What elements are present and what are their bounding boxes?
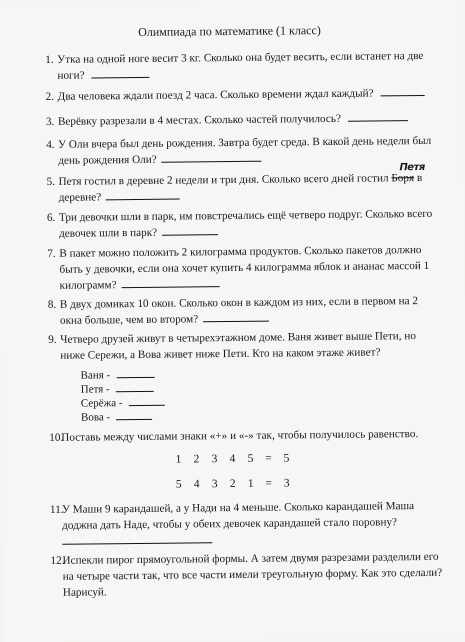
answer-row-vova: Вова - — [81, 409, 165, 424]
question-1 — [45, 48, 439, 84]
question-number: 6. — [46, 211, 56, 224]
question-number: 7. — [47, 247, 56, 260]
question-number: 3. — [45, 115, 55, 128]
answer-blank[interactable] — [116, 409, 152, 420]
question-text: В двух домиках 10 окон. Сколько окон в каждом из них, если в первом на 2 окна больше, чем во втором? — [59, 295, 419, 327]
question-text: Два человека ждали поезд 2 часа. Сколько времени ждал каждый? — [57, 87, 374, 103]
question-text-end: в деревне? — [58, 172, 423, 204]
question-9 — [48, 328, 442, 364]
page-title: Олимпиада по математике (1 класс) — [138, 23, 321, 39]
answer-blank[interactable] — [116, 367, 154, 378]
question-4 — [46, 133, 440, 169]
answer-blank[interactable] — [161, 151, 261, 163]
answer-blank[interactable] — [128, 395, 164, 406]
question-8 — [47, 293, 442, 329]
answer-blank[interactable] — [121, 276, 219, 288]
question-text: Три девочки шли в парк, им повстречались ещё четверо подруг. Сколько всего девочек шли в парк? — [58, 207, 433, 240]
question-12 — [50, 549, 444, 601]
answer-row-vanya: Ваня - — [80, 367, 164, 382]
question-text: Испекли пирог прямоугольной формы. А затем двумя разрезами разделили его на четыре части так, что все части имели треугольную форму. Как это сделали? Нарисуй. — [62, 550, 443, 599]
question-number: 10. — [49, 431, 64, 444]
question-number: 8. — [47, 298, 57, 311]
question-text: У Маши 9 карандашей, а у Нади на 4 меньше. Сколько карандашей Маша доджна дать Наде, чтобы у обеих девочек карандашей стало поровну? — [61, 500, 415, 532]
answer-blank[interactable] — [348, 110, 408, 122]
question-number: 9. — [48, 333, 57, 346]
answer-row-petya: Петя - — [81, 381, 165, 396]
equation-2: 5 4 3 2 1 = 3 — [175, 477, 290, 491]
question-number: 12. — [50, 554, 65, 567]
question-3 — [45, 110, 440, 130]
question-number: 11. — [49, 503, 64, 516]
question-number: 2. — [45, 90, 55, 103]
question-text: Четверо друзей живут в четырехэтажном доме. Ваня живет выше Пети, но ниже Сережи, а Вова живет ниже Пети. Кто на каком этаже живет? — [60, 330, 416, 362]
struck-name: Боря — [391, 172, 415, 185]
question-text: В пакет можно положить 2 килограмма продуктов. Сколько пакетов должно быть у девочки, если она хочет купить 4 килограмма яблок и ананас массой 1 килограмм? — [59, 244, 430, 292]
answer-blank[interactable] — [162, 224, 218, 236]
question-5 — [46, 170, 440, 206]
answer-blank[interactable] — [62, 532, 212, 545]
question-text: Верёвку разрезали в 4 местах. Сколько частей получилось? — [57, 112, 341, 128]
question-10 — [49, 426, 443, 446]
question-text: У Оли вчера был день рождения. Завтра будет среда. В какой день недели был день рождения Оли? — [58, 134, 432, 167]
answer-blank[interactable] — [380, 85, 424, 96]
answer-blank[interactable] — [106, 189, 180, 201]
question-number: 5. — [46, 175, 55, 188]
answer-blank[interactable] — [203, 311, 269, 323]
answer-blank[interactable] — [91, 67, 149, 79]
answer-blank[interactable] — [116, 381, 154, 392]
handwritten-correction: Петя — [399, 161, 425, 174]
question-text: Утка на одной ноге весит 3 кг. Сколько она будет весить, если встанет на две ноги? — [57, 49, 424, 82]
equation-1: 1 2 3 4 5 = 5 — [175, 452, 290, 466]
answer-row-seryozha: Серёжа - — [81, 395, 165, 410]
question-11 — [49, 498, 444, 550]
question-7 — [47, 242, 441, 294]
question-text: Петя гостил в деревне 2 недели и три дня. Сколько всего дней гостил — [58, 172, 389, 188]
question-number: 1. — [45, 53, 54, 66]
question-2 — [45, 85, 440, 105]
question-text: Поставь между числами знаки «+» и «-» так, чтобы получилось равенство. — [61, 428, 419, 444]
question-6 — [46, 206, 441, 242]
floor-answers — [80, 367, 164, 424]
question-number: 4. — [46, 138, 55, 151]
